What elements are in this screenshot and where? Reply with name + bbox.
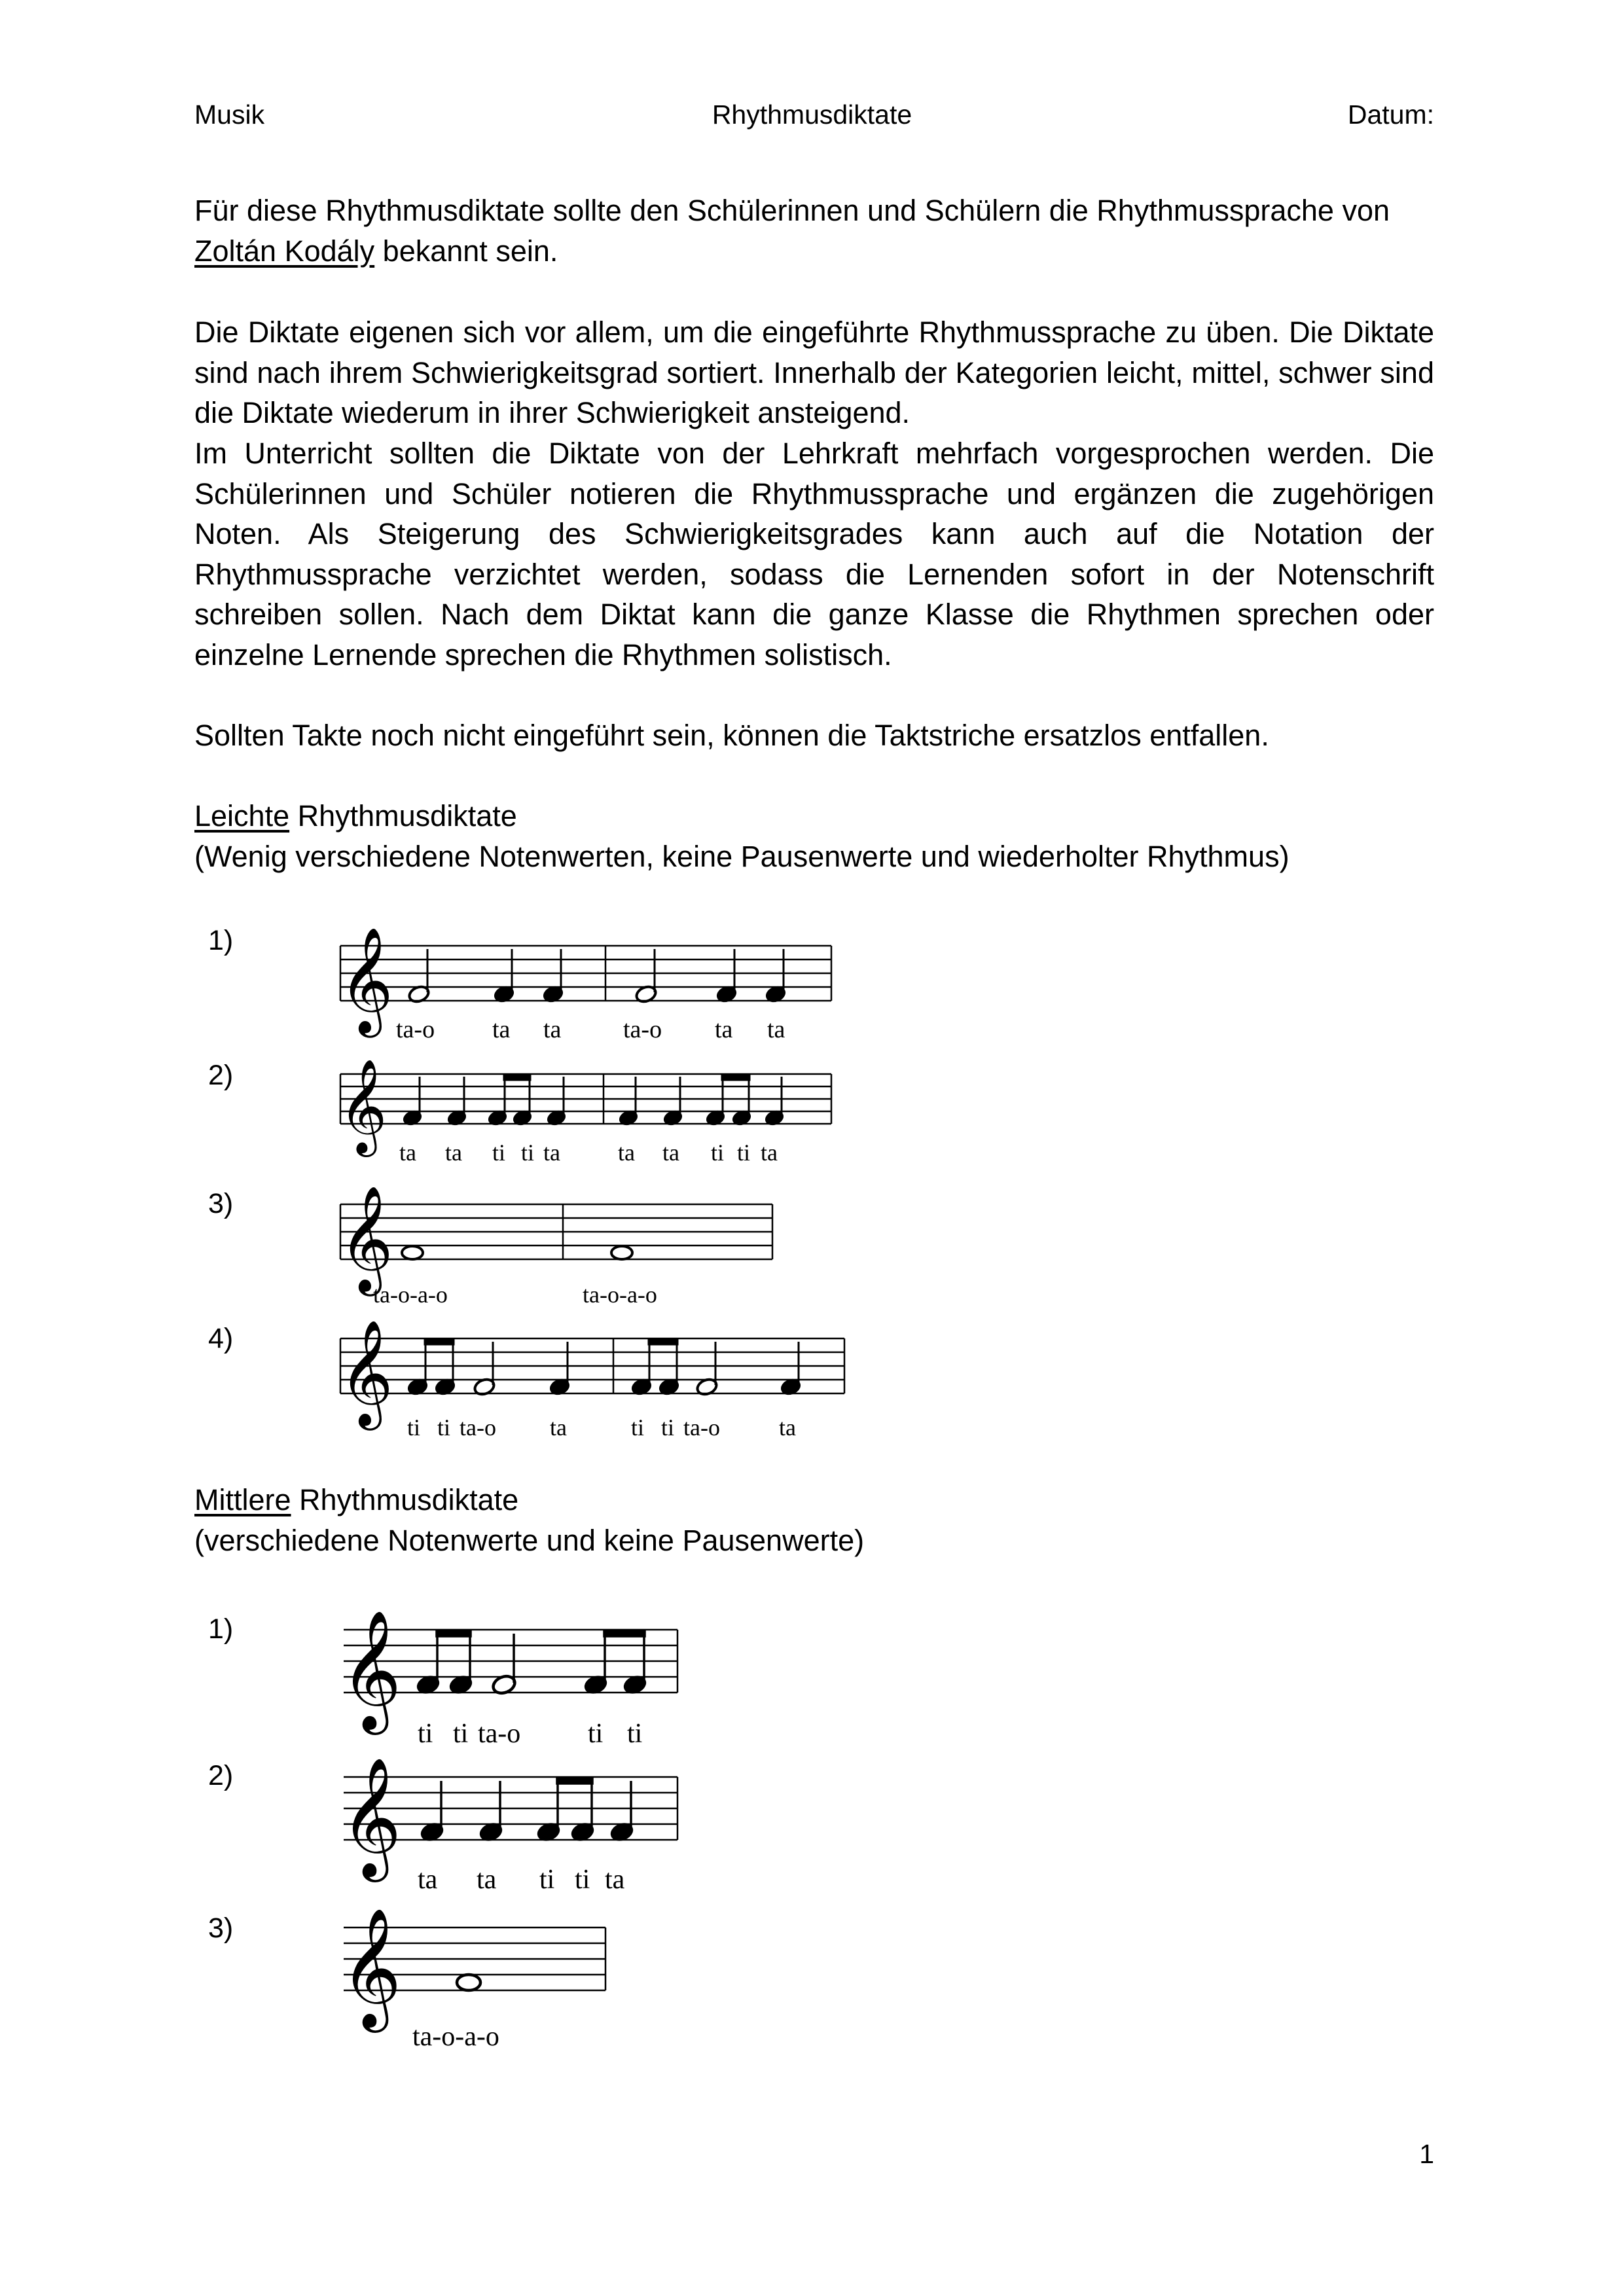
easy-item-label: 1) bbox=[208, 925, 234, 956]
syllable: ti bbox=[661, 1414, 675, 1441]
medium-section-subtitle: (verschiedene Notenwerte und keine Pausenwerte) bbox=[194, 1524, 865, 1557]
intro-paragraph-3: Im Unterricht sollten die Diktate von der Lehrkraft mehrfach vorgesprochen werden. Die Schülerinnen und Schüler notieren die Rhythmussprache und ergänzen die zugehörigen Noten. Als Steigerung des Schwierigkeitsgrades kann auch auf die Notation der Rhythmussprache verzichtet werden, sodass die Lernenden sofort in der Notenschrift schreiben sollen. Nach dem Diktat kann die ganze Klasse die Rhythmen sprechen oder einzelne Lernende sprechen die Rhythmen solistisch. bbox=[194, 437, 1434, 672]
syllable: ti bbox=[521, 1139, 535, 1166]
treble-clef-icon: 𝄞 bbox=[339, 1059, 388, 1153]
easy-section-subtitle: (Wenig verschiedene Notenwerten, keine Pausenwerte und wiederholter Rhythmus) bbox=[194, 840, 1290, 873]
treble-clef-icon: 𝄞 bbox=[340, 1907, 402, 2028]
syllable: ti bbox=[437, 1414, 451, 1441]
syllable: ti bbox=[575, 1865, 590, 1895]
treble-clef-icon: 𝄞 bbox=[339, 927, 393, 1033]
treble-clef-icon: 𝄞 bbox=[340, 1609, 402, 1730]
header-date-label: Datum: bbox=[1347, 99, 1434, 130]
treble-clef-icon: 𝄞 bbox=[340, 1757, 402, 1877]
medium-2-notation bbox=[321, 1744, 700, 1895]
syllable: ta-o-a-o bbox=[412, 2022, 499, 2052]
medium-item-label: 2) bbox=[208, 1760, 234, 1791]
syllable: ta bbox=[418, 1865, 438, 1895]
intro-paragraph-4: Sollten Takte noch nicht eingeführt sein, können die Taktstriche ersatzlos entfallen. bbox=[194, 719, 1269, 752]
syllable: ta-o bbox=[623, 1016, 662, 1043]
syllable: ta-o-a-o bbox=[583, 1282, 657, 1308]
syllable: ta bbox=[543, 1016, 562, 1043]
easy-item-label: 4) bbox=[208, 1323, 234, 1354]
syllable: ta bbox=[618, 1139, 635, 1166]
syllable: ti bbox=[407, 1414, 421, 1441]
syllable: ta bbox=[492, 1016, 511, 1043]
syllable: ta bbox=[761, 1139, 778, 1166]
easy-section-title: Leichte Rhythmusdiktate bbox=[194, 799, 517, 833]
medium-3-notation bbox=[321, 1895, 635, 2052]
easy-item-label: 2) bbox=[208, 1060, 234, 1091]
syllable: ta-o-a-o bbox=[373, 1282, 448, 1308]
syllable: ti bbox=[588, 1719, 604, 1749]
intro-paragraph-1 bbox=[194, 190, 1434, 271]
easy-3-notation bbox=[321, 1178, 792, 1309]
medium-item-label: 1) bbox=[208, 1613, 234, 1645]
syllable: ta bbox=[662, 1139, 679, 1166]
header-title: Rhythmusdiktate bbox=[712, 99, 912, 130]
syllable: ti bbox=[627, 1719, 643, 1749]
treble-clef-icon: 𝄞 bbox=[339, 1185, 393, 1292]
syllable: ti bbox=[737, 1139, 751, 1166]
syllable: ta-o bbox=[460, 1414, 496, 1441]
syllable: ta bbox=[399, 1139, 416, 1166]
medium-item-label: 3) bbox=[208, 1912, 234, 1944]
syllable: ti bbox=[711, 1139, 725, 1166]
syllable: ta-o bbox=[478, 1719, 521, 1749]
syllable: ta bbox=[445, 1139, 462, 1166]
easy-4-notation bbox=[321, 1312, 864, 1443]
treble-clef-icon: 𝄞 bbox=[339, 1319, 393, 1426]
syllable: ta-o bbox=[396, 1016, 435, 1043]
easy-1-notation bbox=[321, 916, 844, 1047]
easy-item-label: 3) bbox=[208, 1188, 234, 1219]
medium-section-title: Mittlere Rhythmusdiktate bbox=[194, 1483, 519, 1516]
syllable: ta bbox=[779, 1414, 796, 1441]
intro-p1-text: Für diese Rhythmusdiktate sollte den Schülerinnen und Schülern die Rhythmussprache von bbox=[194, 194, 1390, 227]
syllable: ta bbox=[477, 1865, 497, 1895]
syllable: ta-o bbox=[683, 1414, 720, 1441]
page-number: 1 bbox=[1419, 2139, 1434, 2169]
syllable: ti bbox=[492, 1139, 506, 1166]
syllable: ti bbox=[631, 1414, 645, 1441]
easy-2-notation bbox=[321, 1050, 844, 1168]
syllable: ta bbox=[715, 1016, 733, 1043]
intro-p1-end: bekannt sein. bbox=[374, 234, 558, 268]
syllable: ti bbox=[418, 1719, 433, 1749]
syllable: ti bbox=[539, 1865, 555, 1895]
medium-1-notation bbox=[321, 1597, 700, 1748]
kodaly-link[interactable]: Zoltán Kodály bbox=[194, 234, 375, 268]
intro-paragraph-2: Die Diktate eigenen sich vor allem, um die eingeführte Rhythmussprache zu üben. Die Diktate sind nach ihrem Schwierigkeitsgrad sortiert. Innerhalb der Kategorien leicht, mittel, schwer sind die Diktate wiederum in ihrer Schwierigkeit ansteigend. bbox=[194, 315, 1434, 429]
syllable: ta bbox=[767, 1016, 785, 1043]
syllable: ti bbox=[453, 1719, 469, 1749]
header-subject: Musik bbox=[194, 99, 265, 130]
syllable: ta bbox=[605, 1865, 625, 1895]
syllable: ta bbox=[550, 1414, 567, 1441]
syllable: ta bbox=[543, 1139, 560, 1166]
